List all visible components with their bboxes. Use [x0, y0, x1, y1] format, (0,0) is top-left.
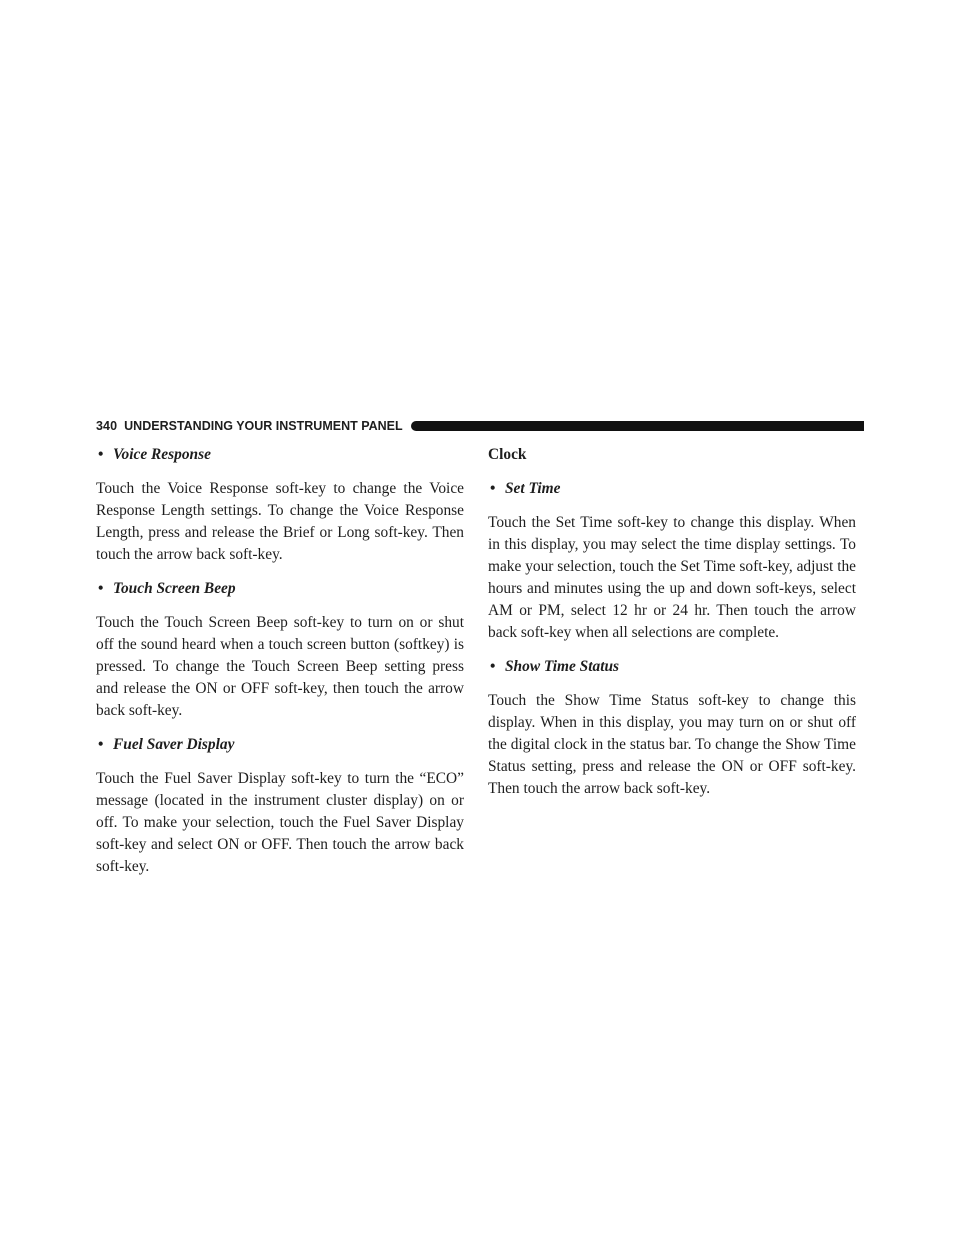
left-column — [96, 444, 464, 890]
bullet-fuel-saver-display — [96, 734, 464, 756]
show-time-status-text: Touch the Show Time Status soft-key to change this display. When in this display, you may turn on or shut off the digital clock in the status bar. To change the Show Time Status setting, press and release the ON or OFF soft-key. Then touch the arrow back soft-key. — [488, 692, 856, 797]
fuel-saver-display-text: Touch the Fuel Saver Display soft-key to turn the “ECO” message (located in the instrument cluster display) on or off. To make your selection, touch the Fuel Saver Display soft-key and select ON or OFF. Then touch the arrow back soft-key. — [96, 770, 464, 875]
bullet-label: Touch Screen Beep — [113, 580, 236, 597]
bullet-label: Show Time Status — [505, 658, 620, 675]
bullet-voice-response — [96, 444, 464, 466]
header-rule — [411, 421, 864, 431]
bullet-touch-screen-beep — [96, 578, 464, 600]
bullet-icon: • — [98, 736, 104, 753]
bullet-label: Set Time — [505, 480, 561, 497]
bullet-icon: • — [490, 658, 496, 675]
clock-heading: Clock — [488, 446, 527, 463]
bullet-icon: • — [490, 480, 496, 497]
set-time-text: Touch the Set Time soft-key to change this display. When in this display, you may select the time display settings. To make your selection, touch the Set Time soft-key, adjust the hours and minutes using the up and down soft-keys, select AM or PM, select 12 hr or 24 hr. Then touch the arrow back soft-key when all selections are complete. — [488, 514, 856, 641]
bullet-show-time-status — [488, 656, 856, 678]
bullet-set-time — [488, 478, 856, 500]
bullet-icon: • — [98, 446, 104, 463]
right-column — [488, 444, 856, 812]
page-header — [96, 418, 864, 434]
bullet-label: Voice Response — [113, 446, 211, 463]
page-number: 340 — [96, 419, 118, 433]
section-title: UNDERSTANDING YOUR INSTRUMENT PANEL — [124, 419, 403, 433]
touch-screen-beep-text: Touch the Touch Screen Beep soft-key to turn on or shut off the sound heard when a touch screen button (softkey) is pressed. To change the Touch Screen Beep setting press and release the ON or OFF soft-key, then touch the arrow back soft-key. — [96, 614, 464, 719]
bullet-label: Fuel Saver Display — [113, 736, 235, 753]
bullet-icon: • — [98, 580, 104, 597]
voice-response-text: Touch the Voice Response soft-key to change the Voice Response Length settings. To change the Voice Response Length, press and release the Brief or Long soft-key. Then touch the arrow back soft-key. — [96, 480, 464, 563]
